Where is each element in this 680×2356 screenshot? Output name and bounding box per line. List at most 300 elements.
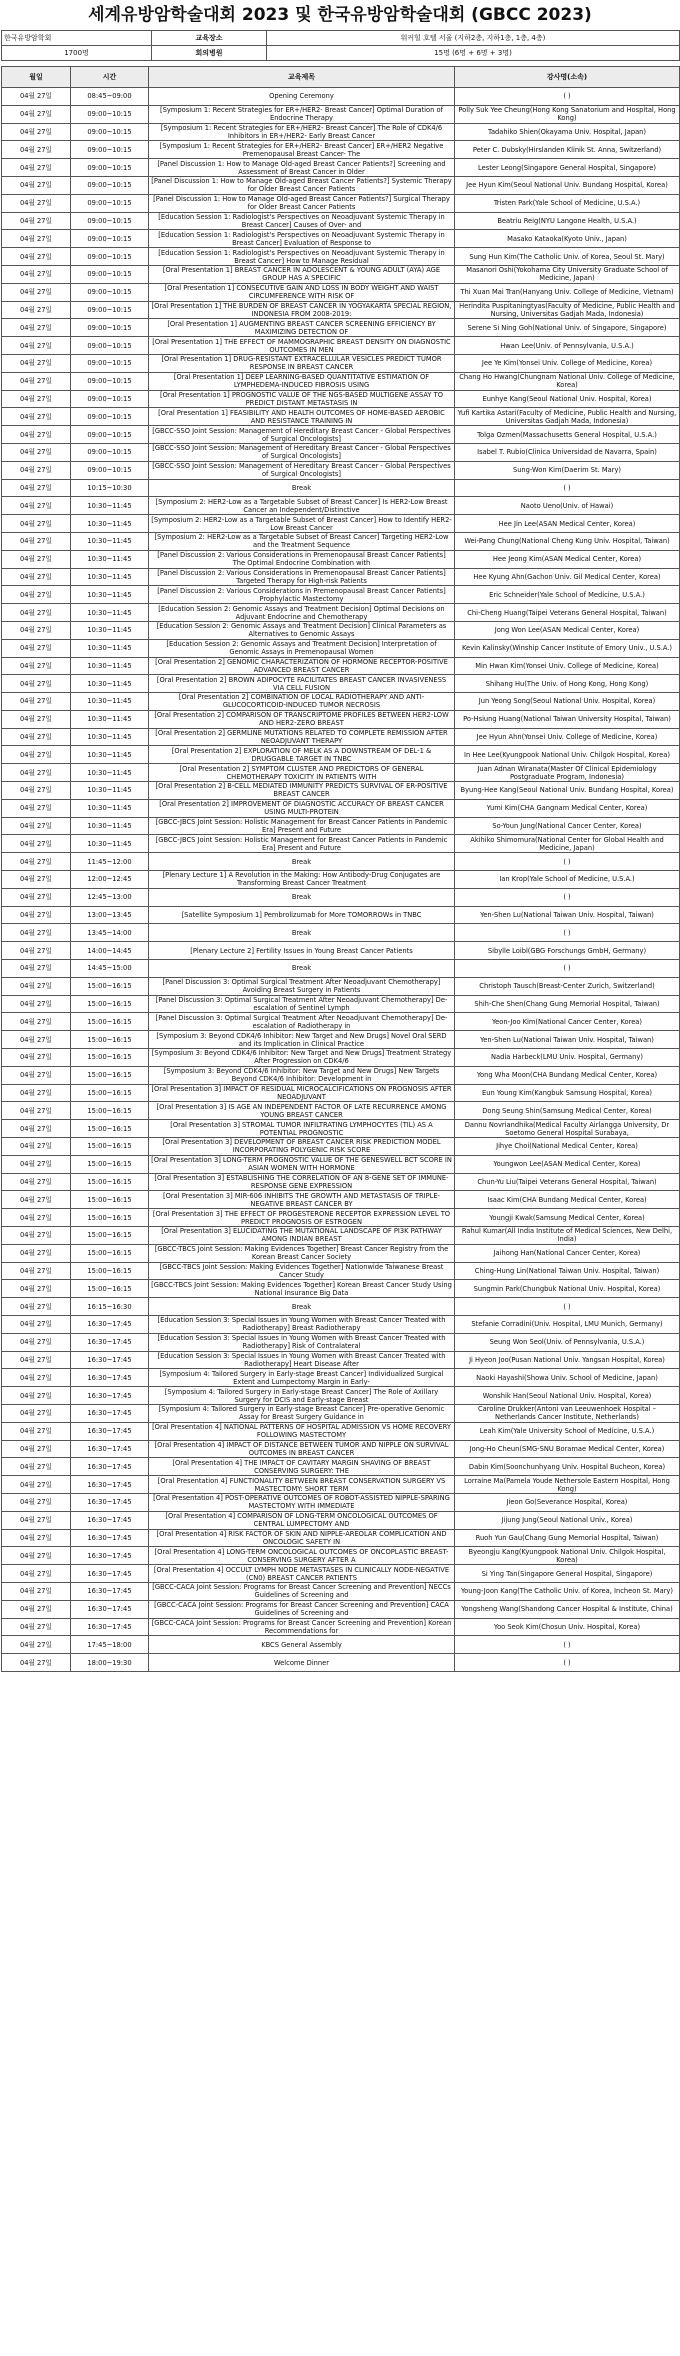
title-cell: [Symposium 4: Tailored Surgery in Early-stage Breast Cancer] Pre-operative Genomic Assay for Breast Surgery Guidance in xyxy=(149,1404,455,1422)
date-cell: 04월 27일 xyxy=(2,265,71,283)
date-cell: 04월 27일 xyxy=(2,515,71,533)
date-cell: 04월 27일 xyxy=(2,1529,71,1547)
date-cell: 04월 27일 xyxy=(2,1458,71,1476)
time-cell: 15:00~16:15 xyxy=(71,1049,149,1067)
speaker-cell: Jieon Go(Severance Hospital, Korea) xyxy=(455,1493,680,1511)
date-cell: 04월 27일 xyxy=(2,337,71,355)
date-cell: 04월 27일 xyxy=(2,1404,71,1422)
speaker-cell: Nadia Harbeck(LMU Univ. Hospital, Germany) xyxy=(455,1049,680,1067)
title-cell: [Education Session 2: Genomic Assays and Treatment Decision] Optimal Decisions on Adjuvant Endocrine and Chemotherapy xyxy=(149,604,455,622)
table-row xyxy=(2,443,680,461)
speaker-cell: Jijung Jung(Seoul National Univ., Korea) xyxy=(455,1511,680,1529)
title-cell: [Oral Presentation 1] THE EFFECT OF MAMMOGRAPHIC BREAST DENSITY ON DIAGNOSTIC OUTCOMES IN MEN xyxy=(149,337,455,355)
time-cell: 16:30~17:45 xyxy=(71,1387,149,1405)
speaker-cell: Yen-Shen Lu(National Taiwan Univ. Hospital, Taiwan) xyxy=(455,906,680,924)
time-cell: 09:00~10:15 xyxy=(71,159,149,177)
table-row xyxy=(2,301,680,319)
venue-value: 워커힐 호텔 서울 (지하2층, 지하1층, 1층, 4층) xyxy=(267,31,680,46)
table-row xyxy=(2,835,680,853)
speaker-cell: Shihang Hu(The Univ. of Hong Kong, Hong Kong) xyxy=(455,675,680,693)
title-cell: [Oral Presentation 1] BREAST CANCER IN ADOLESCENT & YOUNG ADULT (AYA) AGE GROUP HAS A SPECIFIC xyxy=(149,265,455,283)
date-cell: 04월 27일 xyxy=(2,212,71,230)
table-row xyxy=(2,123,680,141)
table-row xyxy=(2,1636,680,1654)
speaker-cell: Sibylle Loibl(GBG Forschungs GmbH, Germany) xyxy=(455,942,680,960)
speaker-cell: Min Hwan Kim(Yonsei Univ. College of Medicine, Korea) xyxy=(455,657,680,675)
title-cell: [Oral Presentation 4] RISK FACTOR OF SKIN AND NIPPLE-AREOLAR COMPLICATION AND ONCOLOGIC SAFETY IN xyxy=(149,1529,455,1547)
title-cell: [Oral Presentation 2] GENOMIC CHARACTERIZATION OF HORMONE RECEPTOR-POSITIVE ADVANCED BREAST CANCER xyxy=(149,657,455,675)
table-row xyxy=(2,1084,680,1102)
speaker-cell: Yongsheng Wang(Shandong Cancer Hospital & Institute, China) xyxy=(455,1600,680,1618)
speaker-cell: Chang Ho Hwang(Chungnam National Univ. College of Medicine, Korea) xyxy=(455,372,680,390)
title-cell: [GBCC-CACA Joint Session: Programs for Breast Cancer Screening and Prevention] Korean Recommendations for xyxy=(149,1618,455,1636)
title-cell: [Panel Discussion 1: How to Manage Old-aged Breast Cancer Patients?] Screening and Assessment of Breast Cancer in Older xyxy=(149,159,455,177)
title-cell: KBCS General Assembly xyxy=(149,1636,455,1654)
speaker-cell: Young-Joon Kang(The Catholic Univ. of Korea, Incheon St. Mary) xyxy=(455,1582,680,1600)
date-cell: 04월 27일 xyxy=(2,764,71,782)
table-row xyxy=(2,1155,680,1173)
title-cell: [GBCC-SSO Joint Session: Management of Hereditary Breast Cancer - Global Perspectives of Surgical Oncologists] xyxy=(149,461,455,479)
title-cell: [GBCC-SSO Joint Session: Management of Hereditary Breast Cancer - Global Perspectives of Surgical Oncologists] xyxy=(149,426,455,444)
time-cell: 16:30~17:45 xyxy=(71,1600,149,1618)
date-cell: 04월 27일 xyxy=(2,497,71,515)
title-cell: [Oral Presentation 4] NATIONAL PATTERNS OF HOSPITAL ADMISSION VS HOME RECOVERY FOLLOWING MASTECTOMY xyxy=(149,1422,455,1440)
speaker-cell: Eunhye Kang(Seoul National Univ. Hospital, Korea) xyxy=(455,390,680,408)
time-cell: 10:15~10:30 xyxy=(71,479,149,497)
speaker-cell: Serene Si Ning Goh(National Univ. of Singapore, Singapore) xyxy=(455,319,680,337)
speaker-cell: Hee Jeong Kim(ASAN Medical Center, Korea) xyxy=(455,550,680,568)
speaker-cell: ( ) xyxy=(455,1654,680,1672)
date-cell: 04월 27일 xyxy=(2,888,71,906)
time-cell: 09:00~10:15 xyxy=(71,426,149,444)
speaker-cell: Isaac Kim(CHA Bundang Medical Center, Korea) xyxy=(455,1191,680,1209)
table-row xyxy=(2,337,680,355)
table-row xyxy=(2,194,680,212)
header-speaker: 강사명(소속) xyxy=(455,67,680,88)
title-cell: [Panel Discussion 2: Various Considerations in Premenopausal Breast Cancer Patients] Targeted Therapy for High-risk Patients xyxy=(149,568,455,586)
table-row xyxy=(2,853,680,871)
table-row xyxy=(2,354,680,372)
time-cell: 16:30~17:45 xyxy=(71,1529,149,1547)
date-cell: 04월 27일 xyxy=(2,1244,71,1262)
title-cell: [Oral Presentation 4] POST-OPERATIVE OUTCOMES OF ROBOT-ASSISTED NIPPLE-SPARING MASTECTOMY WITH IMMEDIATE xyxy=(149,1493,455,1511)
time-cell: 10:30~11:45 xyxy=(71,497,149,515)
speaker-cell: Juan Adnan Wiranata(Master Of Clinical Epidemiology Postgraduate Program, Indonesia) xyxy=(455,764,680,782)
date-cell: 04월 27일 xyxy=(2,159,71,177)
speaker-cell: ( ) xyxy=(455,88,680,106)
title-cell: [Panel Discussion 2: Various Considerations in Premenopausal Breast Cancer Patients] Prophylactic Mastectomy xyxy=(149,586,455,604)
table-row xyxy=(2,141,680,159)
table-row xyxy=(2,1582,680,1600)
date-cell: 04월 27일 xyxy=(2,675,71,693)
title-cell: [GBCC-TBCS Joint Session: Making Evidences Together] Nationwide Taiwanese Breast Cancer Study xyxy=(149,1262,455,1280)
speaker-cell: Tristen Park(Yale School of Medicine, U.S.A.) xyxy=(455,194,680,212)
table-row xyxy=(2,550,680,568)
date-cell: 04월 27일 xyxy=(2,586,71,604)
table-row xyxy=(2,248,680,266)
date-cell: 04월 27일 xyxy=(2,1369,71,1387)
speaker-cell: Yufi Kartika Astari(Faculty of Medicine, Public Health and Nursing, Universitas Gadjah Mada, Indonesia) xyxy=(455,408,680,426)
table-row xyxy=(2,568,680,586)
speaker-cell: Dannu Novriandhika(Medical Faculty Airlangga University, Dr Soetomo General Hospital Surabaya, xyxy=(455,1120,680,1138)
speaker-cell: Seung Won Seol(Univ. of Pennsylvania, U.S.A.) xyxy=(455,1333,680,1351)
speaker-cell: Jee Hyun Kim(Seoul National Univ. Bundang Hospital, Korea) xyxy=(455,176,680,194)
title-cell: [Symposium 3: Beyond CDK4/6 Inhibitor: New Target and New Drugs] Novel Oral SERD and its Implication in Clinical Practice xyxy=(149,1031,455,1049)
time-cell: 09:00~10:15 xyxy=(71,408,149,426)
table-row xyxy=(2,977,680,995)
title-cell: Break xyxy=(149,960,455,978)
time-cell: 09:00~10:15 xyxy=(71,194,149,212)
date-cell: 04월 27일 xyxy=(2,1227,71,1245)
title-cell: [Oral Presentation 2] COMBINATION OF LOCAL RADIOTHERAPY AND ANTI-GLUCOCORTICOID-INDUCED TUMOR NECROSIS xyxy=(149,693,455,711)
speaker-cell: Sungmin Park(Chungbuk National Univ. Hospital, Korea) xyxy=(455,1280,680,1298)
header-time: 시간 xyxy=(71,67,149,88)
title-cell: Break xyxy=(149,924,455,942)
date-cell: 04월 27일 xyxy=(2,1333,71,1351)
speaker-cell: Eun Young Kim(Kangbuk Samsung Hospital, Korea) xyxy=(455,1084,680,1102)
table-row xyxy=(2,176,680,194)
time-cell: 15:00~16:15 xyxy=(71,1227,149,1245)
header-date: 월일 xyxy=(2,67,71,88)
title-cell: [Symposium 3: Beyond CDK4/6 Inhibitor: New Target and New Drugs] Treatment Strategy After Progression on CDK4/6 xyxy=(149,1049,455,1067)
speaker-cell: ( ) xyxy=(455,1636,680,1654)
title-cell: [Symposium 1: Recent Strategies for ER+/HER2- Breast Cancer] ER+/HER2 Negative Premenopausal Breast Cancer- The xyxy=(149,141,455,159)
table-row xyxy=(2,1120,680,1138)
table-row xyxy=(2,1618,680,1636)
table-row xyxy=(2,586,680,604)
date-cell: 04월 27일 xyxy=(2,1582,71,1600)
title-cell: [GBCC-JBCS Joint Session: Holistic Management for Breast Cancer Patients in Pandemic Era] Present and Future xyxy=(149,835,455,853)
table-row xyxy=(2,1600,680,1618)
table-row xyxy=(2,230,680,248)
time-cell: 15:00~16:15 xyxy=(71,1013,149,1031)
time-cell: 09:00~10:15 xyxy=(71,283,149,301)
date-cell: 04월 27일 xyxy=(2,782,71,800)
table-row xyxy=(2,924,680,942)
table-row xyxy=(2,1440,680,1458)
speaker-cell: Yeon-Joo Kim(National Cancer Center, Korea) xyxy=(455,1013,680,1031)
title-cell: [GBCC-TBCS Joint Session: Making Evidences Together] Korean Breast Cancer Study Using National Insurance Big Data xyxy=(149,1280,455,1298)
time-cell: 15:00~16:15 xyxy=(71,1262,149,1280)
date-cell: 04월 27일 xyxy=(2,1209,71,1227)
date-cell: 04월 27일 xyxy=(2,1031,71,1049)
title-cell: [Symposium 1: Recent Strategies for ER+/HER2- Breast Cancer] Optimal Duration of Endocrine Therapy xyxy=(149,105,455,123)
speaker-cell: Jaihong Han(National Cancer Center, Korea) xyxy=(455,1244,680,1262)
time-cell: 10:30~11:45 xyxy=(71,657,149,675)
organizer-cell: 한국유방암학회 xyxy=(2,31,152,46)
speaker-cell: Ian Krop(Yale School of Medicine, U.S.A.) xyxy=(455,871,680,889)
date-cell: 04월 27일 xyxy=(2,1280,71,1298)
speaker-cell: Hee Kyung Ahn(Gachon Univ. Gil Medical Center, Korea) xyxy=(455,568,680,586)
speaker-cell: Hwan Lee(Univ. of Pennsylvania, U.S.A.) xyxy=(455,337,680,355)
title-cell: [Education Session 3: Special Issues in Young Women with Breast Cancer Treated with Radiotherapy] Risk of Contralateral xyxy=(149,1333,455,1351)
date-cell: 04월 27일 xyxy=(2,924,71,942)
title-cell: [Oral Presentation 4] COMPARISON OF LONG-TERM ONCOLOGICAL OUTCOMES OF CENTRAL LUMPECTOMY AND xyxy=(149,1511,455,1529)
time-cell: 09:00~10:15 xyxy=(71,319,149,337)
table-row xyxy=(2,1102,680,1120)
time-cell: 16:30~17:45 xyxy=(71,1440,149,1458)
table-row xyxy=(2,960,680,978)
table-row xyxy=(2,1066,680,1084)
time-cell: 12:45~13:00 xyxy=(71,888,149,906)
date-cell: 04월 27일 xyxy=(2,1155,71,1173)
speaker-cell: Jun Yeong Song(Seoul National Univ. Hospital, Korea) xyxy=(455,693,680,711)
table-row xyxy=(2,479,680,497)
title-cell: [Oral Presentation 2] GERMLINE MUTATIONS RELATED TO COMPLETE REMISSION AFTER NEOADJUVANT THERAPY xyxy=(149,728,455,746)
date-cell: 04월 27일 xyxy=(2,746,71,764)
date-cell: 04월 27일 xyxy=(2,123,71,141)
date-cell: 04월 27일 xyxy=(2,176,71,194)
title-cell: [Panel Discussion 3: Optimal Surgical Treatment After Neoadjuvant Chemotherapy] De-escalation of Sentinel Lymph xyxy=(149,995,455,1013)
time-cell: 09:00~10:15 xyxy=(71,230,149,248)
speaker-cell: So-Youn Jung(National Cancer Center, Korea) xyxy=(455,817,680,835)
table-row xyxy=(2,693,680,711)
title-cell: Break xyxy=(149,853,455,871)
header-title: 교육제목 xyxy=(149,67,455,88)
table-row xyxy=(2,1013,680,1031)
date-cell: 04월 27일 xyxy=(2,1547,71,1565)
time-cell: 10:30~11:45 xyxy=(71,799,149,817)
title-cell: [Oral Presentation 1] THE BURDEN OF BREAST CANCER IN YOGYAKARTA SPECIAL REGION, INDONESIA FROM 2008-2019: xyxy=(149,301,455,319)
title-cell: [Oral Presentation 3] IS AGE AN INDEPENDENT FACTOR OF LATE RECURRENCE AMONG YOUNG BREAST CANCER xyxy=(149,1102,455,1120)
time-cell: 15:00~16:15 xyxy=(71,1209,149,1227)
speaker-cell: Kevin Kalinsky(Winship Cancer Institute of Emory Univ., U.S.A.) xyxy=(455,639,680,657)
table-row xyxy=(2,532,680,550)
time-cell: 10:30~11:45 xyxy=(71,604,149,622)
title-cell: Break xyxy=(149,1298,455,1316)
speaker-cell: Ruoh Yun Gau(Chang Gung Memorial Hospital, Taiwan) xyxy=(455,1529,680,1547)
title-cell: [GBCC-SSO Joint Session: Management of Hereditary Breast Cancer - Global Perspectives of Surgical Oncologists] xyxy=(149,443,455,461)
speaker-cell: Isabel T. Rubio(Clinica Universidad de Navarra, Spain) xyxy=(455,443,680,461)
time-cell: 15:00~16:15 xyxy=(71,1102,149,1120)
date-cell: 04월 27일 xyxy=(2,995,71,1013)
time-cell: 16:30~17:45 xyxy=(71,1582,149,1600)
page-title: 세계유방암학술대회 2023 및 한국유방암학술대회 (GBCC 2023) xyxy=(88,5,592,25)
title-cell: [Oral Presentation 1] DEEP LEARNING-BASED QUANTITATIVE ESTIMATION OF LYMPHEDEMA-INDUCED FIBROSIS USING xyxy=(149,372,455,390)
time-cell: 09:00~10:15 xyxy=(71,354,149,372)
time-cell: 16:30~17:45 xyxy=(71,1618,149,1636)
speaker-cell: Masako Kataoka(Kyoto Univ., Japan) xyxy=(455,230,680,248)
title-cell: [Oral Presentation 4] FUNCTIONALITY BETWEEN BREAST CONSERVATION SURGERY VS MASTECTOMY: SHORT TERM xyxy=(149,1476,455,1494)
time-cell: 15:00~16:15 xyxy=(71,1120,149,1138)
table-row xyxy=(2,1173,680,1191)
time-cell: 10:30~11:45 xyxy=(71,817,149,835)
table-row xyxy=(2,1351,680,1369)
speaker-cell: Akihiko Shimomura(National Center for Global Health and Medicine, Japan) xyxy=(455,835,680,853)
table-row xyxy=(2,621,680,639)
title-cell: [Oral Presentation 2] BROWN ADIPOCYTE FACILITATES BREAST CANCER INVASIVENESS VIA CELL FUSION xyxy=(149,675,455,693)
time-cell: 09:00~10:15 xyxy=(71,176,149,194)
date-cell: 04월 27일 xyxy=(2,230,71,248)
date-cell: 04월 27일 xyxy=(2,1173,71,1191)
time-cell: 17:45~18:00 xyxy=(71,1636,149,1654)
date-cell: 04월 27일 xyxy=(2,728,71,746)
table-row xyxy=(2,1422,680,1440)
title-cell: [Symposium 2: HER2-Low as a Targetable Subset of Breast Cancer] How to Identify HER2-Low Breast Cancer xyxy=(149,515,455,533)
table-row xyxy=(2,1333,680,1351)
title-cell: Break xyxy=(149,479,455,497)
date-cell: 04월 27일 xyxy=(2,1351,71,1369)
time-cell: 08:45~09:00 xyxy=(71,88,149,106)
table-row xyxy=(2,1049,680,1067)
title-cell: [Panel Discussion 3: Optimal Surgical Treatment After Neoadjuvant Chemotherapy] Avoiding Breast Surgery in Patients xyxy=(149,977,455,995)
time-cell: 11:45~12:00 xyxy=(71,853,149,871)
date-cell: 04월 27일 xyxy=(2,301,71,319)
time-cell: 10:30~11:45 xyxy=(71,764,149,782)
table-row xyxy=(2,1404,680,1422)
time-cell: 16:30~17:45 xyxy=(71,1511,149,1529)
time-cell: 10:30~11:45 xyxy=(71,586,149,604)
table-row xyxy=(2,283,680,301)
time-cell: 09:00~10:15 xyxy=(71,443,149,461)
hospital-value: 15명 (6명 + 6명 + 3명) xyxy=(267,46,680,61)
time-cell: 16:30~17:45 xyxy=(71,1458,149,1476)
speaker-cell: Naoto Ueno(Univ. of Hawai) xyxy=(455,497,680,515)
time-cell: 09:00~10:15 xyxy=(71,265,149,283)
speaker-cell: Naoki Hayashi(Showa Univ. School of Medicine, Japan) xyxy=(455,1369,680,1387)
time-cell: 16:30~17:45 xyxy=(71,1547,149,1565)
table-row xyxy=(2,265,680,283)
time-cell: 10:30~11:45 xyxy=(71,782,149,800)
speaker-cell: Eric Schneider(Yale School of Medicine, U.S.A.) xyxy=(455,586,680,604)
speaker-cell: Thi Xuan Mai Tran(Hanyang Univ. College of Medicine, Vietnam) xyxy=(455,283,680,301)
speaker-cell: Beatriu Reig(NYU Langone Health, U.S.A.) xyxy=(455,212,680,230)
speaker-cell: Sung Hun Kim(The Catholic Univ. of Korea, Seoul St. Mary) xyxy=(455,248,680,266)
date-cell: 04월 27일 xyxy=(2,621,71,639)
speaker-cell: Byeongju Kang(Kyungpook National Univ. Chilgok Hospital, Korea) xyxy=(455,1547,680,1565)
speaker-cell: Jee Hyun Ahn(Yonsei Univ. College of Medicine, Korea) xyxy=(455,728,680,746)
table-row xyxy=(2,1565,680,1583)
date-cell: 04월 27일 xyxy=(2,1636,71,1654)
title-cell: [Symposium 4: Tailored Surgery in Early-stage Breast Cancer] Individualized Surgical Extent and Lumpectomy Margin in Early- xyxy=(149,1369,455,1387)
date-cell: 04월 27일 xyxy=(2,817,71,835)
table-row xyxy=(2,728,680,746)
table-row xyxy=(2,390,680,408)
speaker-cell: Byung-Hee Kang(Seoul National Univ. Bundang Hospital, Korea) xyxy=(455,782,680,800)
title-cell: [Education Session 2: Genomic Assays and Treatment Decision] Clinical Parameters as Alternatives to Genomic Assays xyxy=(149,621,455,639)
time-cell: 16:30~17:45 xyxy=(71,1565,149,1583)
table-row xyxy=(2,105,680,123)
table-row xyxy=(2,906,680,924)
time-cell: 14:45~15:00 xyxy=(71,960,149,978)
title-cell: [Education Session 3: Special Issues in Young Women with Breast Cancer Treated with Radiotherapy] Breast Radiotherapy xyxy=(149,1315,455,1333)
speaker-cell: Shih-Che Shen(Chang Gung Memorial Hospital, Taiwan) xyxy=(455,995,680,1013)
time-cell: 16:30~17:45 xyxy=(71,1333,149,1351)
speaker-cell: In Hee Lee(Kyungpook National Univ. Chilgok Hospital, Korea) xyxy=(455,746,680,764)
time-cell: 16:30~17:45 xyxy=(71,1493,149,1511)
time-cell: 18:00~19:30 xyxy=(71,1654,149,1672)
title-cell: [Oral Presentation 1] PROGNOSTIC VALUE OF THE NGS-BASED MULTIGENE ASSAY TO PREDICT DISTANT METASTASIS IN xyxy=(149,390,455,408)
table-row xyxy=(2,675,680,693)
table-row xyxy=(2,461,680,479)
speaker-cell: Christoph Tausch(Breast-Center Zurich, Switzerland) xyxy=(455,977,680,995)
time-cell: 15:00~16:15 xyxy=(71,1280,149,1298)
date-cell: 04월 27일 xyxy=(2,1600,71,1618)
date-cell: 04월 27일 xyxy=(2,1138,71,1156)
date-cell: 04월 27일 xyxy=(2,1511,71,1529)
speaker-cell: Wonshik Han(Seoul National Univ. Hospital, Korea) xyxy=(455,1387,680,1405)
date-cell: 04월 27일 xyxy=(2,88,71,106)
time-cell: 09:00~10:15 xyxy=(71,105,149,123)
speaker-cell: Lester Leong(Singapore General Hospital, Singapore) xyxy=(455,159,680,177)
speaker-cell: Tadahiko Shien(Okayama Univ. Hospital, Japan) xyxy=(455,123,680,141)
speaker-cell: ( ) xyxy=(455,924,680,942)
speaker-cell: Polly Suk Yee Cheung(Hong Kong Sanatorium and Hospital, Hong Kong) xyxy=(455,105,680,123)
title-cell: [Oral Presentation 3] ESTABLISHING THE CORRELATION OF AN 8-GENE SET OF IMMUNE-RESPONSE GENE EXPRESSION xyxy=(149,1173,455,1191)
date-cell: 04월 27일 xyxy=(2,906,71,924)
date-cell: 04월 27일 xyxy=(2,710,71,728)
table-row xyxy=(2,799,680,817)
table-row xyxy=(2,212,680,230)
schedule-body xyxy=(2,88,680,1672)
time-cell: 12:00~12:45 xyxy=(71,871,149,889)
title-cell: [Symposium 2: HER2-Low as a Targetable Subset of Breast Cancer] Targeting HER2-Low and the Treatment Sequence xyxy=(149,532,455,550)
speaker-cell: Yumi Kim(CHA Gangnam Medical Center, Korea) xyxy=(455,799,680,817)
date-cell: 04월 27일 xyxy=(2,604,71,622)
time-cell: 10:30~11:45 xyxy=(71,621,149,639)
speaker-cell: Chun-Yu Liu(Taipei Veterans General Hospital, Taiwan) xyxy=(455,1173,680,1191)
table-row xyxy=(2,1227,680,1245)
time-cell: 09:00~10:15 xyxy=(71,301,149,319)
title-cell: [Oral Presentation 4] OCCULT LYMPH NODE METASTASES IN CLINICALLY NODE-NEGATIVE (CN0) BREAST CANCER PATIENTS xyxy=(149,1565,455,1583)
speaker-cell: Jong-Ho Cheun(SMG-SNU Boramae Medical Center, Korea) xyxy=(455,1440,680,1458)
title-cell: [Education Session 1: Radiologist's Perspectives on Neoadjuvant Systemic Therapy in Breast Cancer] Evaluation of Response to xyxy=(149,230,455,248)
table-row xyxy=(2,426,680,444)
table-row xyxy=(2,1209,680,1227)
date-cell: 04월 27일 xyxy=(2,426,71,444)
title-cell: [Oral Presentation 1] AUGMENTING BREAST CANCER SCREENING EFFICIENCY BY MAXIMIZING DETECTION OF xyxy=(149,319,455,337)
speaker-cell: Hee Jin Lee(ASAN Medical Center, Korea) xyxy=(455,515,680,533)
date-cell: 04월 27일 xyxy=(2,1422,71,1440)
time-cell: 10:30~11:45 xyxy=(71,675,149,693)
title-cell: [Symposium 3: Beyond CDK4/6 Inhibitor: New Target and New Drugs] New Targets Beyond CDK4/6 Inhibitor: Development in xyxy=(149,1066,455,1084)
title-cell: [Education Session 2: Genomic Assays and Treatment Decision] Interpretation of Genomic Assays in Premenopausal Women xyxy=(149,639,455,657)
speaker-cell: Si Ying Tan(Singapore General Hospital, Singapore) xyxy=(455,1565,680,1583)
speaker-cell: Jong Won Lee(ASAN Medical Center, Korea) xyxy=(455,621,680,639)
hospital-label: 회의병원 xyxy=(152,46,267,61)
title-cell: [GBCC-CACA Joint Session: Programs for Breast Cancer Screening and Prevention] NECCs Guidelines of Screening and xyxy=(149,1582,455,1600)
title-cell: [Oral Presentation 4] THE IMPACT OF CAVITARY MARGIN SHAVING OF BREAST CONSERVING SURGERY: THE xyxy=(149,1458,455,1476)
speaker-cell: Yong Wha Moon(CHA Bundang Medical Center, Korea) xyxy=(455,1066,680,1084)
speaker-cell: Lorraine Ma(Pamela Youde Nethersole Eastern Hospital, Hong Kong) xyxy=(455,1476,680,1494)
attendee-count-cell: 1700명 xyxy=(2,46,152,61)
date-cell: 04월 27일 xyxy=(2,1120,71,1138)
date-cell: 04월 27일 xyxy=(2,639,71,657)
time-cell: 15:00~16:15 xyxy=(71,1191,149,1209)
table-row xyxy=(2,1315,680,1333)
title-cell: [Oral Presentation 4] IMPACT OF DISTANCE BETWEEN TUMOR AND NIPPLE ON SURVIVAL OUTCOMES IN BREAST CANCER xyxy=(149,1440,455,1458)
speaker-cell: Leah Kim(Yale University School of Medicine, U.S.A.) xyxy=(455,1422,680,1440)
table-row xyxy=(2,1031,680,1049)
time-cell: 16:30~17:45 xyxy=(71,1422,149,1440)
title-cell: Opening Ceremony xyxy=(149,88,455,106)
date-cell: 04월 27일 xyxy=(2,194,71,212)
table-row xyxy=(2,1493,680,1511)
date-cell: 04월 27일 xyxy=(2,479,71,497)
info-table xyxy=(1,30,680,61)
date-cell: 04월 27일 xyxy=(2,1084,71,1102)
time-cell: 09:00~10:15 xyxy=(71,123,149,141)
schedule-table xyxy=(1,66,680,1672)
table-row xyxy=(2,88,680,106)
table-row xyxy=(2,1511,680,1529)
time-cell: 09:00~10:15 xyxy=(71,337,149,355)
title-cell: [GBCC-TBCS Joint Session: Making Evidences Together] Breast Cancer Registry from the Korean Breast Cancer Society xyxy=(149,1244,455,1262)
title-cell: [Education Session 1: Radiologist's Perspectives on Neoadjuvant Systemic Therapy in Breast Cancer] Causes of Over- and xyxy=(149,212,455,230)
date-cell: 04월 27일 xyxy=(2,1102,71,1120)
title-cell: [Oral Presentation 2] B-CELL MEDIATED IMMUNITY PREDICTS SURVIVAL OF ER-POSITIVE BREAST CANCER xyxy=(149,782,455,800)
table-row xyxy=(2,159,680,177)
